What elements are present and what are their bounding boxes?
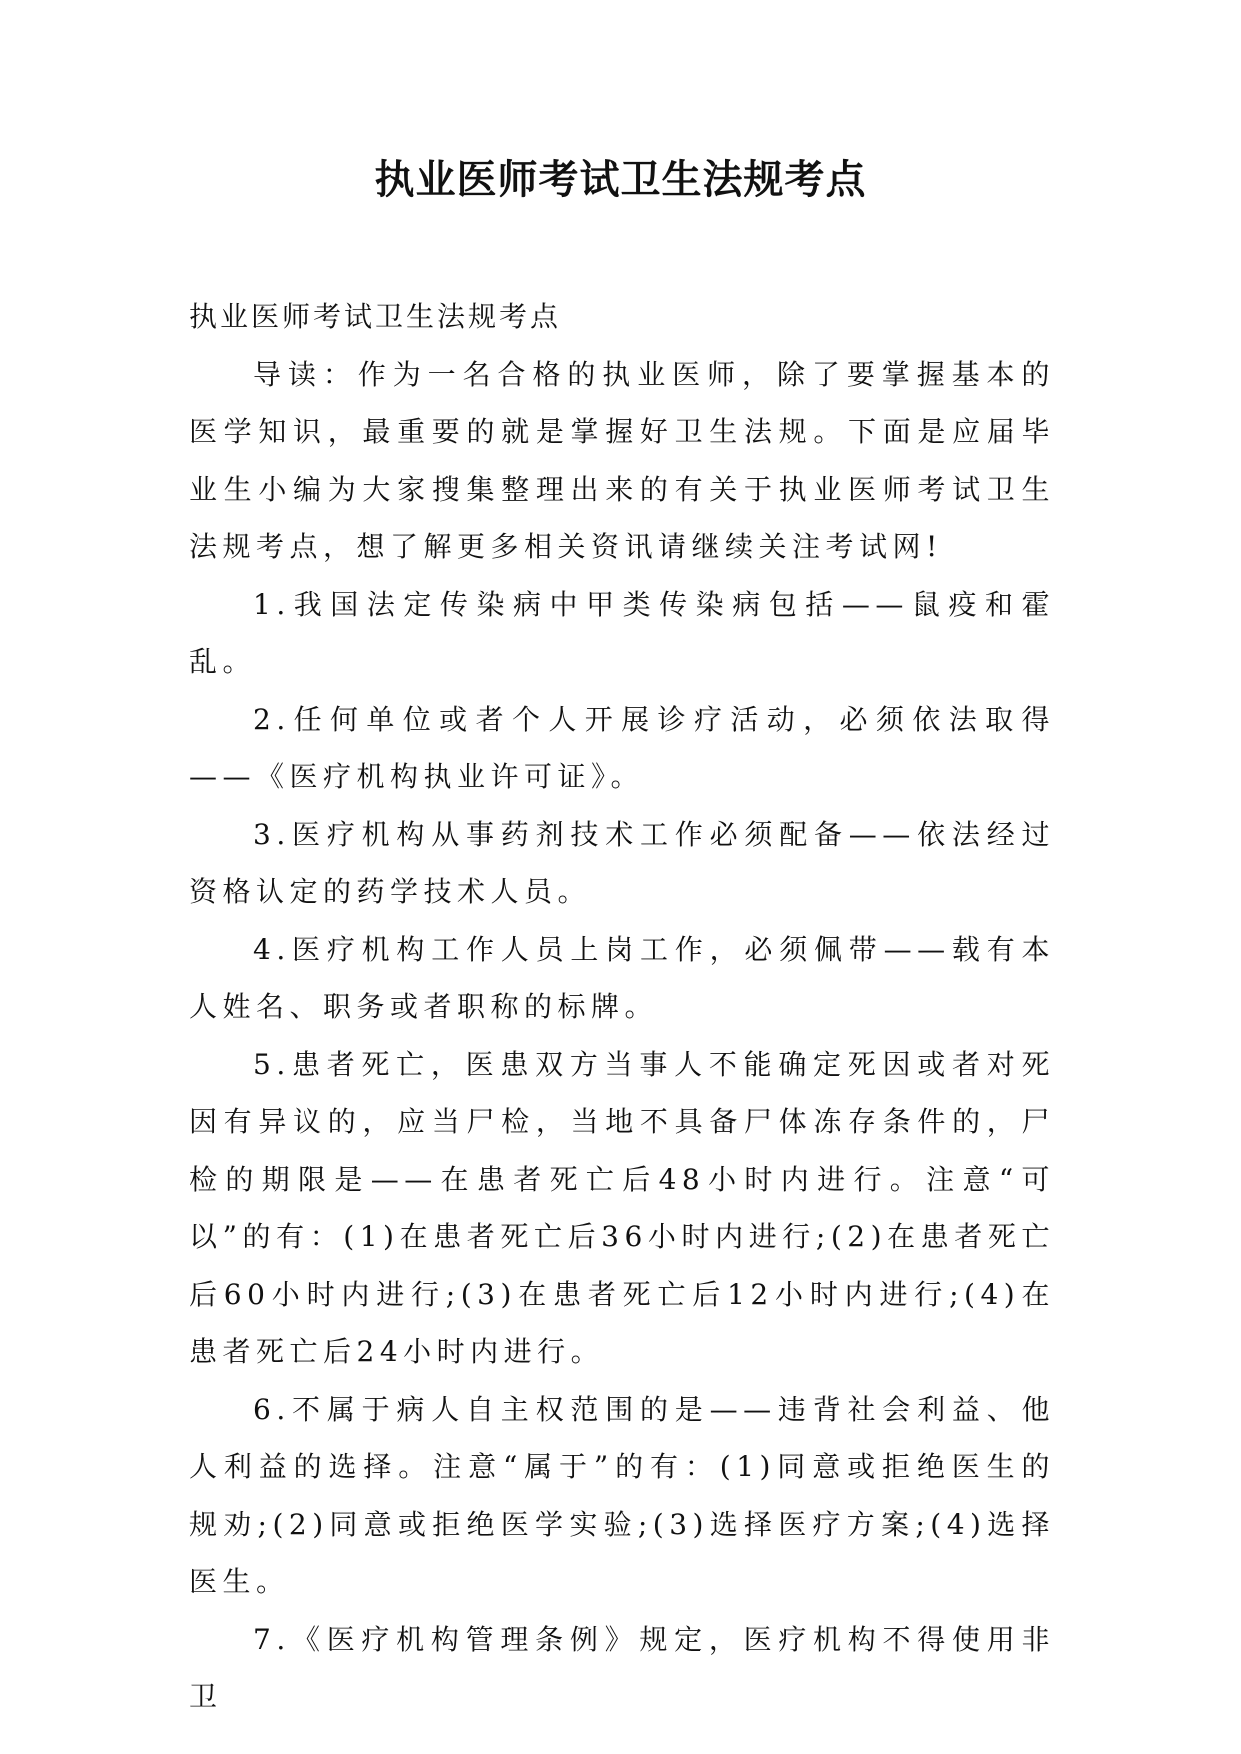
point-6-paragraph: 6.不属于病人自主权范围的是——违背社会利益、他人利益的选择。注意“属于”的有：(1)同意或拒绝医生的规劝;(2)同意或拒绝医学实验;(3)选择医疗方案;(4)选择医生。 <box>189 1392 1055 1598</box>
intro-paragraph: 导读：作为一名合格的执业医师，除了要掌握基本的医学知识，最重要的就是掌握好卫生法规。下面是应届毕业生小编为大家搜集整理出来的有关于执业医师考试卫生法规考点，想了解更多相关资讯请继续关注考试网! <box>189 357 1055 563</box>
point-5-paragraph: 5.患者死亡，医患双方当事人不能确定死因或者对死因有异议的，应当尸检，当地不具备尸体冻存条件的，尸检的期限是——在患者死亡后48小时内进行。注意“可以”的有：(1)在患者死亡后36小时内进行;(2)在患者死亡后60小时内进行;(3)在患者死亡后12小时内进行;(4)在患者死亡后24小时内进行。 <box>189 1047 1055 1368</box>
document-body <box>189 288 1055 1726</box>
point-7-paragraph: 7.《医疗机构管理条例》规定，医疗机构不得使用非卫 <box>189 1622 1055 1713</box>
point-1-paragraph: 1.我国法定传染病中甲类传染病包括——鼠疫和霍乱。 <box>189 587 1055 678</box>
point-2-paragraph: 2.任何单位或者个人开展诊疗活动，必须依法取得——《医疗机构执业许可证》。 <box>189 702 1055 793</box>
point-4-paragraph: 4.医疗机构工作人员上岗工作，必须佩带——载有本人姓名、职务或者职称的标牌。 <box>189 932 1055 1023</box>
point-3-paragraph: 3.医疗机构从事药剂技术工作必须配备——依法经过资格认定的药学技术人员。 <box>189 817 1055 908</box>
document-subtitle: 执业医师考试卫生法规考点 <box>189 300 562 333</box>
document-title: 执业医师考试卫生法规考点 <box>374 156 867 203</box>
